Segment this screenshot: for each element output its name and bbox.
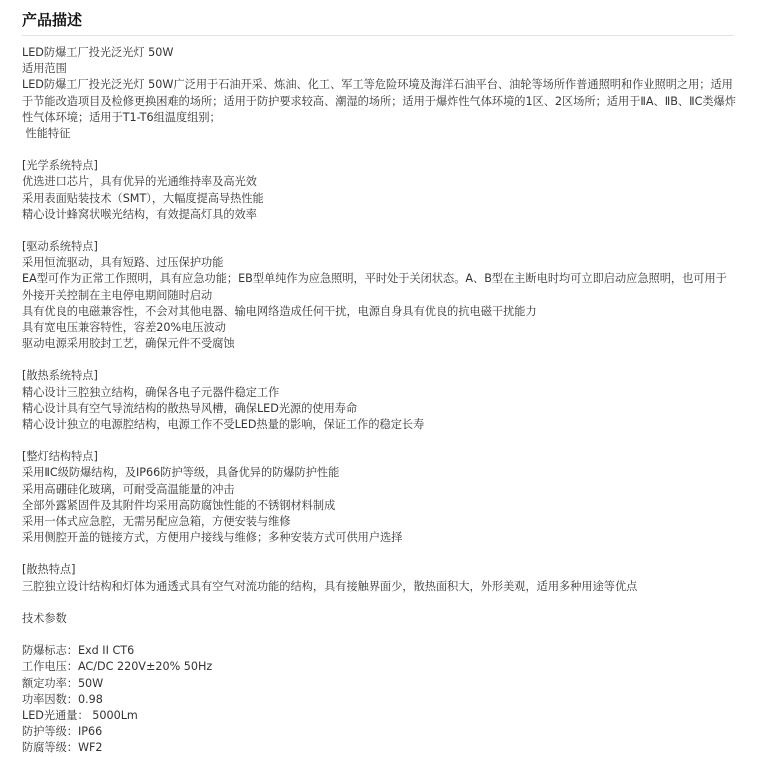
- feature-line: 具有优良的电磁兼容性，不会对其他电器、输电网络造成任何干扰，电源自身具有优良的抗电磁干扰能力: [22, 304, 537, 318]
- spec-item: 防爆标志：Exd II CT6: [22, 644, 135, 658]
- feature-section-title: [散热特点]: [22, 563, 76, 577]
- feature-line: 具有宽电压兼容特性，容差20%电压波动: [22, 321, 226, 335]
- feature-section-driver: [22, 239, 738, 352]
- spec-item: 额定功率：50W: [22, 676, 104, 690]
- feature-line: 全部外露紧固件及其附件均采用高防腐蚀性能的不锈钢材料制成: [22, 498, 336, 512]
- feature-line: 精心设计具有空气导流结构的散热导风槽，确保LED光源的使用寿命: [22, 401, 358, 415]
- feature-section-optical: [22, 158, 738, 223]
- spec-item: 功率因数：0.98: [22, 692, 103, 706]
- section-heading: 产品描述: [22, 11, 83, 29]
- feature-line: 采用高硼硅化玻璃，可耐受高温能量的冲击: [22, 482, 235, 496]
- spec-item: LED光通量： 5000Lm: [22, 708, 138, 722]
- feature-line: 优选进口芯片，具有优异的光通维持率及高光效: [22, 175, 257, 189]
- feature-section-title: [光学系统特点]: [22, 159, 98, 173]
- spec-list: [22, 643, 738, 756]
- specs-label: 技术参数: [22, 611, 67, 625]
- spec-item: 防腐等级：WF2: [22, 741, 103, 755]
- feature-line: 采用ⅡC级防爆结构，及IP66防护等级，具备优异的防爆防护性能: [22, 466, 340, 480]
- feature-line: 采用表面贴装技术（SMT），大幅度提高导热性能: [22, 191, 264, 205]
- product-name: LED防爆工厂投光泛光灯 50W: [22, 46, 174, 59]
- feature-line: 采用一体式应急腔，无需另配应急箱，方便安装与维修: [22, 515, 291, 529]
- feature-section-title: [整灯结构特点]: [22, 450, 98, 464]
- feature-line: 采用恒流驱动，具有短路、过压保护功能: [22, 256, 224, 270]
- feature-line: 三腔独立设计结构和灯体为通透式具有空气对流功能的结构，具有接触界面少，散热面积大，外形美观，适用多种用途等优点: [22, 579, 638, 593]
- feature-line: 精心设计蜂窝状喉光结构，有效提高灯具的效率: [22, 207, 257, 221]
- spec-item: 工作电压：AC/DC 220V±20% 50Hz: [22, 660, 213, 674]
- description-content: [22, 45, 738, 757]
- features-label: 性能特征: [22, 127, 71, 141]
- feature-line: 精心设计三腔独立结构，确保各电子元器件稳定工作: [22, 385, 280, 399]
- feature-section-title: [散热系统特点]: [22, 369, 98, 383]
- heading-divider: [22, 35, 734, 36]
- feature-section-structure: [22, 449, 738, 546]
- scope-label: 适用范围: [22, 62, 67, 76]
- feature-line: 驱动电源采用胶封工艺，确保元件不受腐蚀: [22, 337, 235, 351]
- feature-section-cooling: [22, 368, 738, 433]
- feature-section-title: [驱动系统特点]: [22, 240, 98, 254]
- feature-line: 采用侧腔开盖的链接方式，方便用户接线与维修；多种安装方式可供用户选择: [22, 531, 403, 545]
- scope-text: LED防爆工厂投光泛光灯 50W广泛用于石油开采、炼油、化工、军工等危险环境及海洋石油平台、油轮等场所作普通照明和作业照明之用；适用于节能改造项目及检修更换困难的场所；适用于防护要求较高、潮湿的场所；适用于爆炸性气体环境的1区、2区场所；适用于ⅡA、ⅡB、ⅡC类爆炸性气体环境；适用于T1-T6组温度组别；: [22, 78, 736, 124]
- spec-item: 防护等级：IP66: [22, 725, 103, 739]
- feature-section-heat: [22, 562, 738, 594]
- feature-line: 精心设计独立的电源腔结构，电源工作不受LED热量的影响，保证工作的稳定长寿: [22, 418, 425, 432]
- feature-line: EA型可作为正常工作照明，具有应急功能；EB型单纯作为应急照明，平时处于关闭状态。A、B型在主断电时均可立即启动应急照明，也可用于外接开关控制在主电停电期间随时启动: [22, 272, 727, 302]
